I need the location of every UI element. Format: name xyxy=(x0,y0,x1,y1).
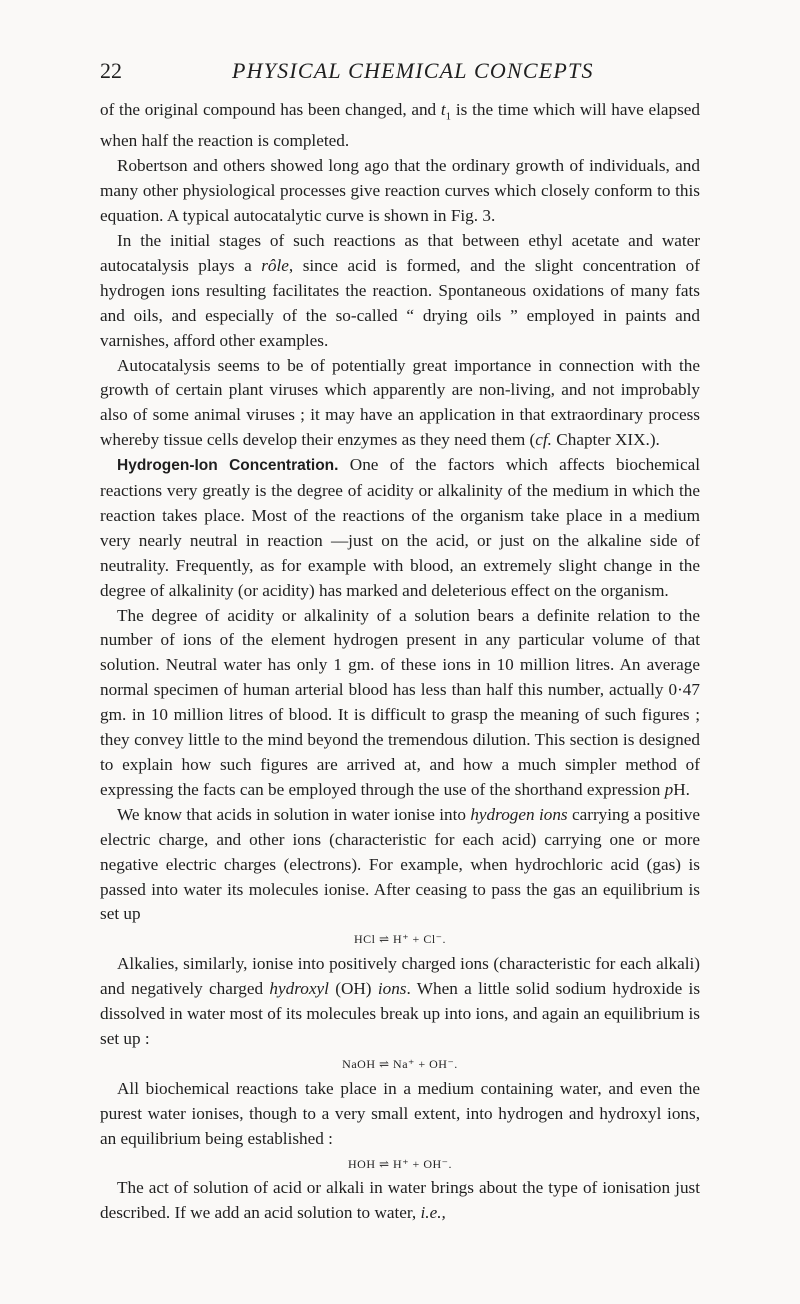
paragraph-1 xyxy=(100,98,700,154)
text-run: . When a little solid sodium hydroxide is dissolved in water most of its molecules break up into ions, and again an equilibrium is set up : xyxy=(100,979,701,1048)
text-run: We know that acids in solution in water ionise into xyxy=(117,804,471,824)
paragraph-7 xyxy=(100,803,700,928)
italic-p: p xyxy=(664,779,674,799)
equation-naoh: NaOH ⇌ Na⁺ + OH⁻. xyxy=(342,1056,458,1071)
paragraph-9: All biochemical reactions take place in a medium containing water, and even the purest water ionises, though to a very small extent, into hydrogen and hydroxyl ions, an equilibrium being established : xyxy=(100,1078,700,1148)
text-run: (OH) xyxy=(328,979,378,999)
page-header xyxy=(100,52,700,92)
t-variable: t xyxy=(440,100,446,119)
paragraph-2: Robertson and others showed long ago that the ordinary growth of individuals, and many other physiological processes give reaction curves which closely conform to this equation. A typical autocatalytic curve is shown in Fig. 3. xyxy=(100,156,700,226)
paragraph-8 xyxy=(100,952,700,1052)
paragraph-10 xyxy=(100,1176,700,1226)
italic-role: rôle xyxy=(261,255,289,275)
text-run: carrying a positive electric charge, and other ions (characteristic for each acid) carrying one or more negative electric charges (electrons). For example, when hydrochloric acid (gas) is passed into water its molecules ionise. After ceasing to pass the gas an equilibrium is set up xyxy=(100,804,700,924)
text-run: In the initial stages of such reactions as that between ethyl acetate and water autocatalysis plays a xyxy=(100,230,700,275)
text-run: is the time which will have elapsed when half the reaction is completed. xyxy=(100,100,700,151)
equation-hcl: HCl ⇌ H⁺ + Cl⁻. xyxy=(354,932,446,947)
text-run: H. xyxy=(673,779,690,799)
body-text xyxy=(100,98,700,1226)
italic-hydroxyl: hydroxyl xyxy=(269,979,329,999)
text-run: , since acid is formed, and the slight concentration of hydrogen ions resulting facilitates the reaction. Spontaneous oxidations of many fats and oils, and especially of the so-called “ drying oils ” employed in paints and varnishes, afford other examples. xyxy=(100,255,700,350)
section-heading: Hydrogen-Ion Concentration. xyxy=(117,457,339,475)
italic-cf: cf. xyxy=(535,430,552,450)
paragraph-6 xyxy=(100,604,700,803)
text-run: One of the factors which affects biochemical reactions very greatly is the degree of acidity or alkalinity of the medium in which the reaction takes place. Most of the reactions of the organism take place in a medium very nearly neutral in reaction —just on the acid, or just on the alkaline side of neutrality. Frequently, as for example with blood, an extremely slight change in the degree of alkalinity (or acidity) has marked and deleterious effect on the organism. xyxy=(100,455,700,600)
italic-ie: i.e., xyxy=(420,1203,446,1223)
text-run: Autocatalysis seems to be of potentially great importance in connection with the growth of certain plant viruses which apparently are non-living, and not improbably also of some animal viruses ; it may have an application in that extraordinary process whereby tissue cells develop their enzymes as they need them ( xyxy=(100,355,700,450)
text-run: The act of solution of acid or alkali in water brings about the type of ionisation just described. If we add an acid solution to water, xyxy=(100,1178,700,1223)
running-head: PHYSICAL CHEMICAL CONCEPTS xyxy=(232,58,594,83)
paragraph-5 xyxy=(100,453,700,603)
text-run: Alkalies, similarly, ionise into positively charged ions (characteristic for each alkali) and negatively charged xyxy=(100,954,700,999)
italic-ions: ions xyxy=(377,979,407,999)
equation-hoh: HOH ⇌ H⁺ + OH⁻. xyxy=(348,1156,452,1171)
text-run: Chapter XIX.). xyxy=(551,430,660,450)
italic-hydrogen-ions: hydrogen ions xyxy=(470,804,568,824)
paragraph-4 xyxy=(100,354,700,454)
text-run: The degree of acidity or alkalinity of a solution bears a definite relation to the number of ions of the element hydrogen present in any particular volume of that solution. Neutral water has only 1 gm. of these ions in 10 million litres. An average normal specimen of human arterial blood has less than half this number, actually 0·47 gm. in 10 million litres of blood. It is difficult to grasp the meaning of such figures ; they convey little to the mind beyond the tremendous dilution. This section is designed to explain how such figures are arrived at, and how a much simpler method of expressing the facts can be employed through the use of the shorthand expression xyxy=(100,605,700,799)
paragraph-3 xyxy=(100,229,700,354)
text-run: of the original compound has been changed, and xyxy=(100,100,441,119)
subscript: 1 xyxy=(445,110,452,123)
page-number: 22 xyxy=(100,58,122,83)
